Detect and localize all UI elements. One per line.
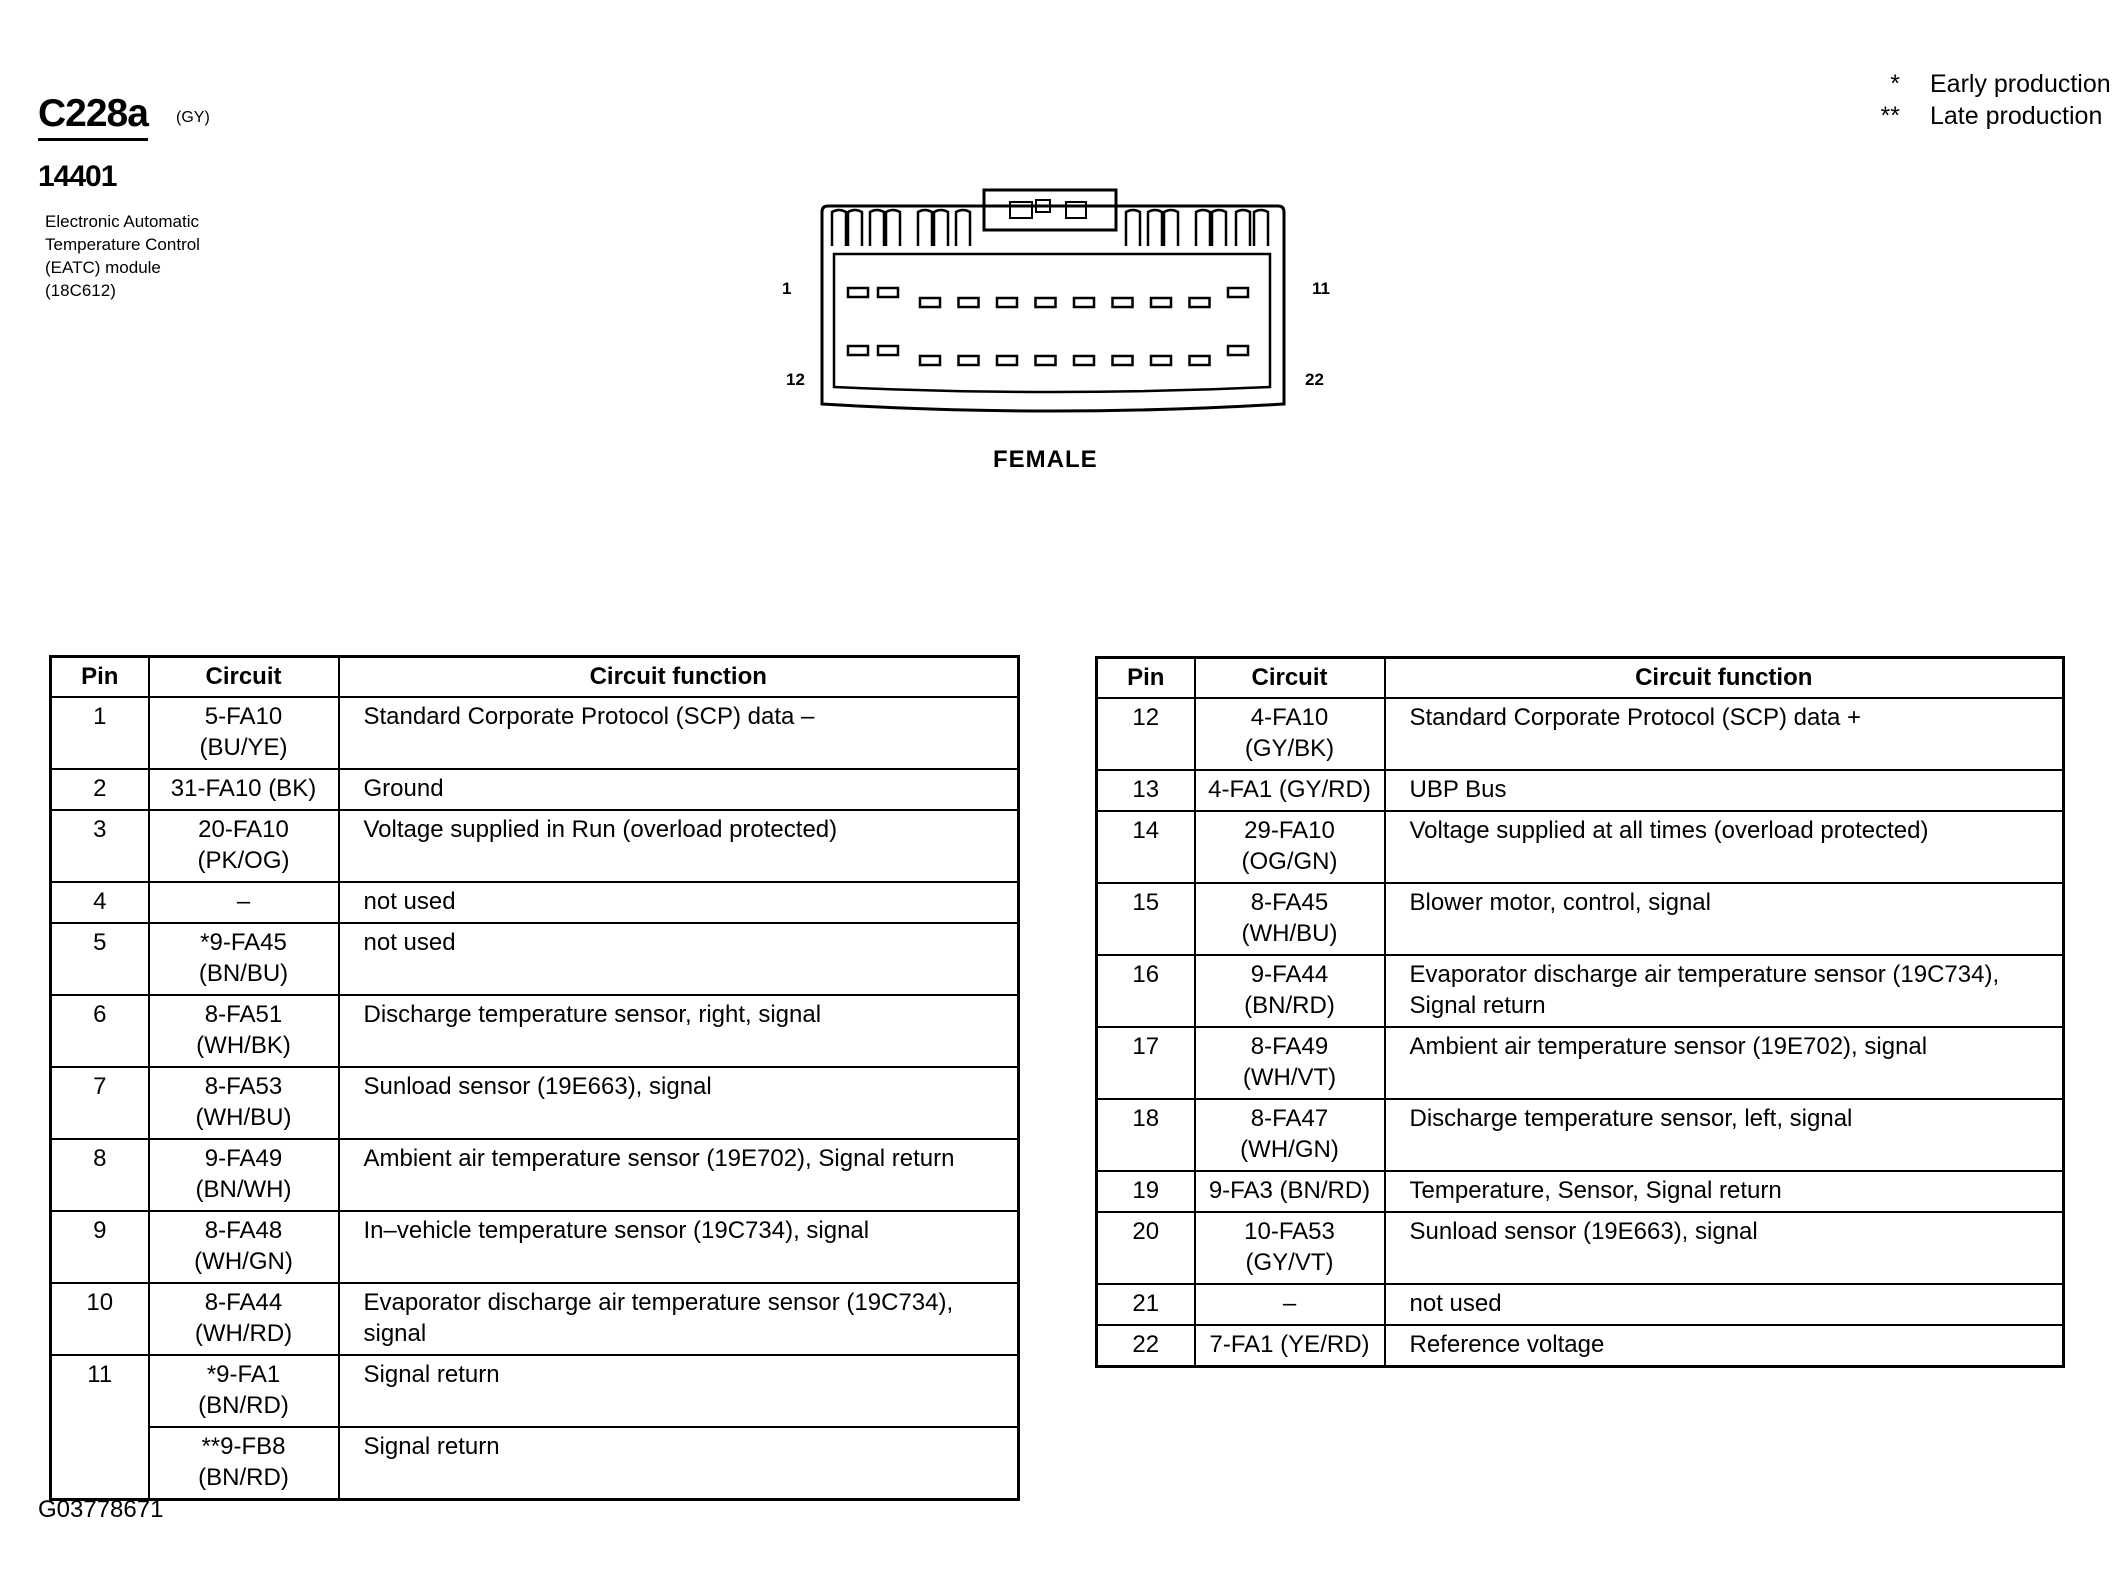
function-cell — [1385, 1325, 2064, 1367]
table-row — [1097, 1212, 2064, 1284]
pin-label-1: 1 — [782, 279, 792, 298]
function-line: Temperature, Sensor, Signal return — [1409, 1177, 1782, 1204]
function-line: Discharge temperature sensor, left, signal — [1409, 1105, 1853, 1132]
module-description-line: Temperature Control — [45, 235, 200, 254]
housing-rib — [848, 210, 862, 246]
circuit-line: 20-FA10 — [198, 816, 289, 843]
function-cell — [1385, 955, 2064, 1027]
circuit-cell — [149, 1139, 339, 1211]
circuit-line: 8-FA53 — [204, 1073, 283, 1100]
circuit-cell — [1195, 1027, 1385, 1099]
function-cell — [339, 995, 1019, 1067]
function-line: Signal return — [363, 1433, 500, 1460]
latch-tab-icon — [1010, 202, 1032, 218]
pin-cavity — [997, 298, 1017, 307]
pin-cavity — [920, 356, 940, 365]
circuit-cell — [149, 923, 339, 995]
pin-number-cell: 6 — [51, 995, 149, 1067]
pin-cavity — [1074, 356, 1094, 365]
circuit-cell — [149, 697, 339, 769]
circuit-line: (WH/BU) — [195, 1104, 292, 1131]
pin-label-22: 22 — [1305, 370, 1324, 389]
circuit-line: (WH/BU) — [1241, 920, 1338, 947]
pin-cavity — [1151, 298, 1171, 307]
function-line: Ambient air temperature sensor (19E702), signal — [1409, 1033, 1928, 1060]
header-function: Circuit function — [1385, 658, 2064, 699]
circuit-line: (WH/RD) — [194, 1320, 293, 1347]
circuit-line: 9-FA44 — [1250, 961, 1329, 988]
function-line: Voltage supplied in Run (overload protected) — [363, 816, 838, 843]
function-line: Sunload sensor (19E663), signal — [1409, 1218, 1758, 1245]
circuit-cell — [149, 995, 339, 1067]
function-line: Discharge temperature sensor, right, signal — [363, 1001, 822, 1028]
pin-number-cell: 10 — [51, 1283, 149, 1355]
function-cell — [339, 1355, 1019, 1427]
circuit-cell — [1195, 955, 1385, 1027]
function-line: not used — [1409, 1290, 1502, 1317]
function-cell — [1385, 770, 2064, 811]
function-cell — [339, 923, 1019, 995]
function-cell — [339, 769, 1019, 810]
circuit-line: 31-FA10 (BK) — [170, 775, 317, 802]
pin-number-cell: 3 — [51, 810, 149, 882]
function-cell — [1385, 1027, 2064, 1099]
function-cell — [1385, 1099, 2064, 1171]
circuit-line: (WH/GN) — [194, 1248, 293, 1275]
pin-number-cell: 1 — [51, 697, 149, 769]
function-cell — [339, 1067, 1019, 1139]
pin-label-11: 11 — [1312, 279, 1330, 298]
circuit-line: *9-FA1 — [206, 1361, 281, 1388]
pin-number-cell: 18 — [1097, 1099, 1195, 1171]
pin-cavity — [1228, 288, 1248, 297]
circuit-cell — [1195, 1171, 1385, 1212]
pin-cavity — [1190, 298, 1210, 307]
connector-housing — [822, 206, 1284, 411]
table-row — [1097, 770, 2064, 811]
pin-number-cell: 9 — [51, 1211, 149, 1283]
header-pin: Pin — [51, 657, 149, 698]
function-cell — [339, 1211, 1019, 1283]
circuit-line: (WH/VT) — [1242, 1064, 1337, 1091]
circuit-cell — [1195, 883, 1385, 955]
circuit-line: (OG/GN) — [1241, 848, 1338, 875]
function-cell — [1385, 1284, 2064, 1325]
circuit-cell — [1195, 698, 1385, 770]
table-row — [51, 1283, 1019, 1355]
pin-cavity — [1113, 356, 1133, 365]
circuit-line: (WH/GN) — [1240, 1136, 1339, 1163]
circuit-cell — [149, 1355, 339, 1427]
pin-cavity — [1113, 298, 1133, 307]
circuit-line: (WH/BK) — [196, 1032, 291, 1059]
circuit-cell — [149, 1427, 339, 1500]
function-cell — [339, 697, 1019, 769]
function-line: UBP Bus — [1409, 776, 1507, 803]
table-row — [1097, 811, 2064, 883]
figure-id: G03778671 — [38, 1496, 164, 1523]
table-row — [51, 882, 1019, 923]
circuit-line: 10-FA53 — [1244, 1218, 1335, 1245]
function-line: Standard Corporate Protocol (SCP) data + — [1409, 704, 1862, 731]
table-row — [1097, 1171, 2064, 1212]
function-cell — [339, 882, 1019, 923]
function-cell — [1385, 883, 2064, 955]
function-line: Ground — [363, 775, 444, 802]
housing-rib — [870, 210, 884, 246]
housing-rib — [1236, 210, 1250, 246]
legend-late — [1860, 102, 2102, 131]
header-function: Circuit function — [339, 657, 1019, 698]
circuit-cell — [149, 1211, 339, 1283]
function-cell — [1385, 698, 2064, 770]
module-description-line: Electronic Automatic — [45, 212, 200, 231]
circuit-cell — [149, 1067, 339, 1139]
pin-number-cell: 8 — [51, 1139, 149, 1211]
circuit-line: (BN/RD) — [198, 1392, 289, 1419]
pin-cavity — [997, 356, 1017, 365]
table-row — [1097, 1325, 2064, 1367]
function-line: Signal return — [1409, 992, 1546, 1019]
function-cell — [339, 1139, 1019, 1211]
legend-symbol: * — [1890, 70, 1900, 98]
circuit-line: 8-FA47 — [1250, 1105, 1329, 1132]
pinout-table-left — [49, 655, 1020, 1501]
pin-cavity — [1228, 346, 1248, 355]
function-line: Blower motor, control, signal — [1409, 889, 1711, 916]
housing-rib — [1212, 210, 1226, 246]
housing-rib — [832, 210, 846, 246]
header-circuit: Circuit — [1195, 658, 1385, 699]
pin-number-cell: 4 — [51, 882, 149, 923]
table-row — [1097, 698, 2064, 770]
housing-rib — [956, 210, 970, 246]
latch-tab-icon — [1066, 202, 1086, 218]
table-row — [51, 1355, 1019, 1427]
pin-number-cell: 2 — [51, 769, 149, 810]
circuit-line: 8-FA45 — [1250, 889, 1329, 916]
table-header-row — [51, 657, 1019, 698]
pin-number-cell: 11 — [51, 1355, 149, 1427]
circuit-line: 8-FA48 — [204, 1217, 283, 1244]
circuit-line: 8-FA44 — [204, 1289, 283, 1316]
circuit-line: 4-FA10 — [1250, 704, 1329, 731]
pin-cavity — [1036, 298, 1056, 307]
circuit-line: 9-FA49 — [204, 1145, 283, 1172]
table-row — [1097, 1099, 2064, 1171]
circuit-line: 7-FA1 (YE/RD) — [1209, 1331, 1370, 1358]
circuit-line: 5-FA10 — [204, 703, 283, 730]
pin-number-cell: 17 — [1097, 1027, 1195, 1099]
function-cell — [1385, 1212, 2064, 1284]
legend-text: Early production — [1930, 70, 2111, 98]
function-cell — [339, 810, 1019, 882]
function-line: not used — [363, 929, 456, 956]
connector-color: (GY) — [176, 109, 210, 126]
pin-number-cell: 19 — [1097, 1171, 1195, 1212]
circuit-line: (GY/VT) — [1245, 1249, 1334, 1276]
pin-cavity — [878, 346, 898, 355]
function-line: Sunload sensor (19E663), signal — [363, 1073, 712, 1100]
legend-text: Late production — [1930, 102, 2103, 130]
circuit-line: (BN/RD) — [1244, 992, 1335, 1019]
circuit-cell — [1195, 1212, 1385, 1284]
circuit-line: (PK/OG) — [197, 847, 290, 874]
circuit-cell — [1195, 1284, 1385, 1325]
circuit-line: 8-FA51 — [204, 1001, 283, 1028]
circuit-line: – — [236, 888, 251, 915]
circuit-line: (BN/WH) — [195, 1176, 292, 1203]
pin-number-cell: 7 — [51, 1067, 149, 1139]
connector-id: C228a — [38, 92, 148, 141]
circuit-line: (BN/RD) — [198, 1464, 289, 1491]
circuit-cell — [1195, 1099, 1385, 1171]
legend-symbol: ** — [1880, 102, 1900, 130]
pinout-table-right — [1095, 656, 2065, 1368]
function-line: not used — [363, 888, 456, 915]
function-line: Evaporator discharge air temperature sensor (19C734), — [363, 1289, 954, 1316]
housing-rib — [886, 210, 900, 246]
function-line: In–vehicle temperature sensor (19C734), signal — [363, 1217, 870, 1244]
pin-number-cell: 21 — [1097, 1284, 1195, 1325]
pin-cavity — [1151, 356, 1171, 365]
table-row — [1097, 1284, 2064, 1325]
circuit-line: **9-FB8 — [201, 1433, 286, 1460]
pin-number-cell: 12 — [1097, 698, 1195, 770]
circuit-line: – — [1282, 1290, 1297, 1317]
pin-number-cell: 20 — [1097, 1212, 1195, 1284]
circuit-cell — [149, 769, 339, 810]
table-row — [51, 923, 1019, 995]
header-circuit: Circuit — [149, 657, 339, 698]
function-cell — [1385, 811, 2064, 883]
connector-gender: FEMALE — [993, 446, 1098, 473]
table-row — [51, 1139, 1019, 1211]
table-row — [51, 1211, 1019, 1283]
table-row — [51, 769, 1019, 810]
connector-face-diagram — [770, 182, 1310, 422]
table-row — [51, 1067, 1019, 1139]
function-line: Ambient air temperature sensor (19E702), Signal return — [363, 1145, 955, 1172]
function-line: Evaporator discharge air temperature sensor (19C734), — [1409, 961, 2000, 988]
table-row — [1097, 955, 2064, 1027]
pin-cavity — [1190, 356, 1210, 365]
table-row — [51, 697, 1019, 769]
module-description — [45, 210, 275, 302]
part-number: 14401 — [38, 160, 117, 193]
pin-cavity — [959, 298, 979, 307]
function-cell — [1385, 1171, 2064, 1212]
circuit-cell — [1195, 770, 1385, 811]
housing-rib — [1164, 210, 1178, 246]
housing-rib — [1196, 210, 1210, 246]
function-line: Signal return — [363, 1361, 500, 1388]
module-description-line: (18C612) — [45, 281, 116, 300]
pin-cavity — [878, 288, 898, 297]
pin-number-cell: 15 — [1097, 883, 1195, 955]
pin-cavity — [1036, 356, 1056, 365]
pin-number-cell: 5 — [51, 923, 149, 995]
housing-rib — [918, 210, 932, 246]
pin-number-cell: 13 — [1097, 770, 1195, 811]
table-row — [51, 995, 1019, 1067]
function-cell — [339, 1283, 1019, 1355]
header-pin: Pin — [1097, 658, 1195, 699]
circuit-line: 8-FA49 — [1250, 1033, 1329, 1060]
circuit-line: *9-FA45 — [200, 929, 287, 956]
table-row — [51, 810, 1019, 882]
table-row — [51, 1427, 1019, 1500]
housing-rib — [1148, 210, 1162, 246]
connector-cavity — [834, 254, 1270, 392]
pin-cavity — [848, 346, 868, 355]
circuit-line: (BN/BU) — [198, 960, 289, 987]
circuit-line: 9-FA3 (BN/RD) — [1208, 1177, 1371, 1204]
function-cell — [339, 1427, 1019, 1500]
pin-number-cell: 14 — [1097, 811, 1195, 883]
function-line: Standard Corporate Protocol (SCP) data – — [363, 703, 815, 730]
circuit-cell — [149, 810, 339, 882]
circuit-line: (BU/YE) — [199, 734, 288, 761]
pin-cavity — [848, 288, 868, 297]
pin-cavity — [920, 298, 940, 307]
function-line: signal — [363, 1320, 427, 1347]
table-row — [1097, 883, 2064, 955]
circuit-cell — [149, 882, 339, 923]
circuit-line: 29-FA10 — [1244, 817, 1335, 844]
housing-rib — [1126, 210, 1140, 246]
legend-early — [1860, 70, 2111, 99]
pin-number-cell — [51, 1427, 149, 1500]
pin-number-cell: 16 — [1097, 955, 1195, 1027]
circuit-cell — [1195, 1325, 1385, 1367]
housing-rib — [1254, 210, 1268, 246]
pin-cavity — [959, 356, 979, 365]
housing-rib — [934, 210, 948, 246]
function-line: Reference voltage — [1409, 1331, 1605, 1358]
pin-label-12: 12 — [786, 370, 805, 389]
module-description-line: (EATC) module — [45, 258, 161, 277]
circuit-line: (GY/BK) — [1244, 735, 1335, 762]
pin-cavity — [1074, 298, 1094, 307]
function-line: Voltage supplied at all times (overload protected) — [1409, 817, 1929, 844]
pin-number-cell: 22 — [1097, 1325, 1195, 1367]
table-header-row — [1097, 658, 2064, 699]
circuit-cell — [1195, 811, 1385, 883]
circuit-cell — [149, 1283, 339, 1355]
table-row — [1097, 1027, 2064, 1099]
circuit-line: 4-FA1 (GY/RD) — [1208, 776, 1371, 803]
